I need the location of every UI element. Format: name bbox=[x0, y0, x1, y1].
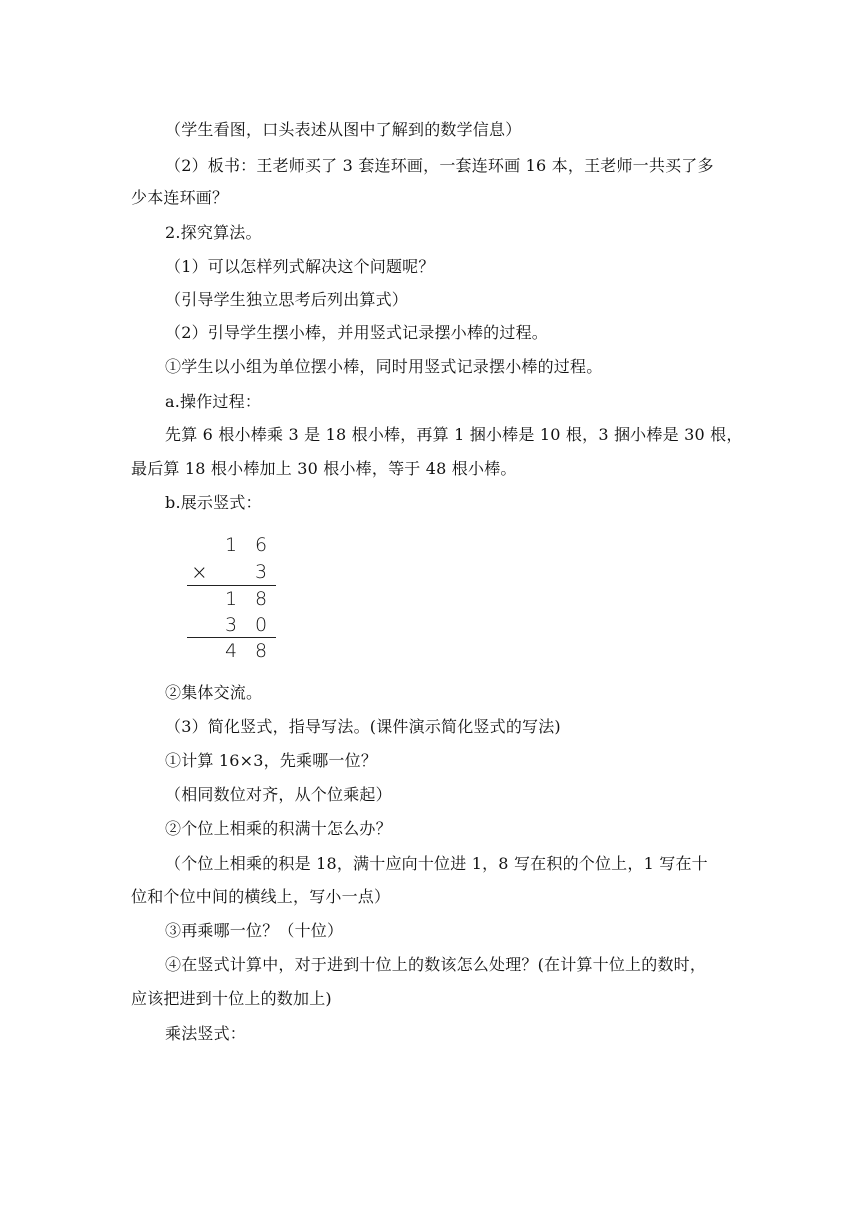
multiplicand-ones-digit: 6 bbox=[254, 534, 268, 556]
paragraph-compute-first: ①计算 16×3，先乘哪一位？ bbox=[165, 751, 378, 770]
paragraph-collective-exchange: ②集体交流。 bbox=[165, 683, 263, 702]
paragraph-operation-detail-cont: 最后算 18 根小棒加上 30 根小棒，等于 48 根小棒。 bbox=[131, 459, 517, 478]
paragraph-question-1: （1）可以怎样列式解决这个问题呢？ bbox=[165, 257, 435, 276]
label-show-vertical: b.展示竖式： bbox=[165, 493, 262, 512]
paragraph-operation-detail: 先算 6 根小棒乘 3 是 18 根小棒，再算 1 捆小棒是 10 根，3 捆小棒是 30 根， bbox=[165, 425, 743, 444]
multiplier-digit: 3 bbox=[254, 561, 268, 583]
paragraph-simplify-vertical: （3）简化竖式，指导写法。(课件演示简化竖式的写法) bbox=[165, 717, 561, 736]
paragraph-guide-sticks: （2）引导学生摆小棒，并用竖式记录摆小棒的过程。 bbox=[165, 323, 548, 342]
paragraph-carry-answer-cont: 位和个位中间的横线上，写小一点） bbox=[131, 887, 391, 906]
label-operation-process: a.操作过程： bbox=[165, 392, 262, 411]
calc-rule-bottom bbox=[187, 637, 276, 638]
paragraph-guide-think: （引导学生独立思考后列出算式） bbox=[165, 290, 409, 309]
result-ones-digit: 8 bbox=[254, 640, 268, 662]
paragraph-group-sticks: ①学生以小组为单位摆小棒，同时用竖式记录摆小棒的过程。 bbox=[165, 357, 603, 376]
partial1-ones-digit: 8 bbox=[254, 588, 268, 610]
calc-rule-top bbox=[187, 585, 276, 586]
paragraph-board-writing-cont: 少本连环画？ bbox=[131, 188, 229, 207]
result-tens-digit: 4 bbox=[224, 640, 238, 662]
paragraph-handle-carry: ④在竖式计算中，对于进到十位上的数该怎么处理？(在计算十位上的数时， bbox=[165, 955, 707, 974]
partial2-ones-digit: 0 bbox=[254, 614, 268, 636]
paragraph-handle-carry-cont: 应该把进到十位上的数加上) bbox=[131, 989, 332, 1008]
vertical-multiplication bbox=[187, 534, 279, 664]
paragraph-board-writing: （2）板书：王老师买了 3 套连环画，一套连环画 16 本，王老师一共买了多 bbox=[165, 156, 714, 175]
label-multiplication-vertical: 乘法竖式： bbox=[165, 1024, 247, 1043]
paragraph-student-observe: （学生看图，口头表述从图中了解到的数学信息） bbox=[165, 120, 522, 139]
partial2-tens-digit: 3 bbox=[224, 614, 238, 636]
paragraph-next-digit: ③再乘哪一位？（十位） bbox=[165, 921, 344, 940]
paragraph-align-digits: （相同数位对齐，从个位乘起） bbox=[165, 785, 392, 804]
multiply-sign: × bbox=[191, 560, 208, 584]
paragraph-carry-question: ②个位上相乘的积满十怎么办？ bbox=[165, 819, 392, 838]
section-heading-explore: 2.探究算法。 bbox=[165, 223, 262, 242]
multiplicand-tens-digit: 1 bbox=[224, 534, 238, 556]
partial1-tens-digit: 1 bbox=[224, 588, 238, 610]
paragraph-carry-answer: （个位上相乘的积是 18，满十应向十位进 1，8 写在积的个位上，1 写在十 bbox=[165, 854, 708, 873]
